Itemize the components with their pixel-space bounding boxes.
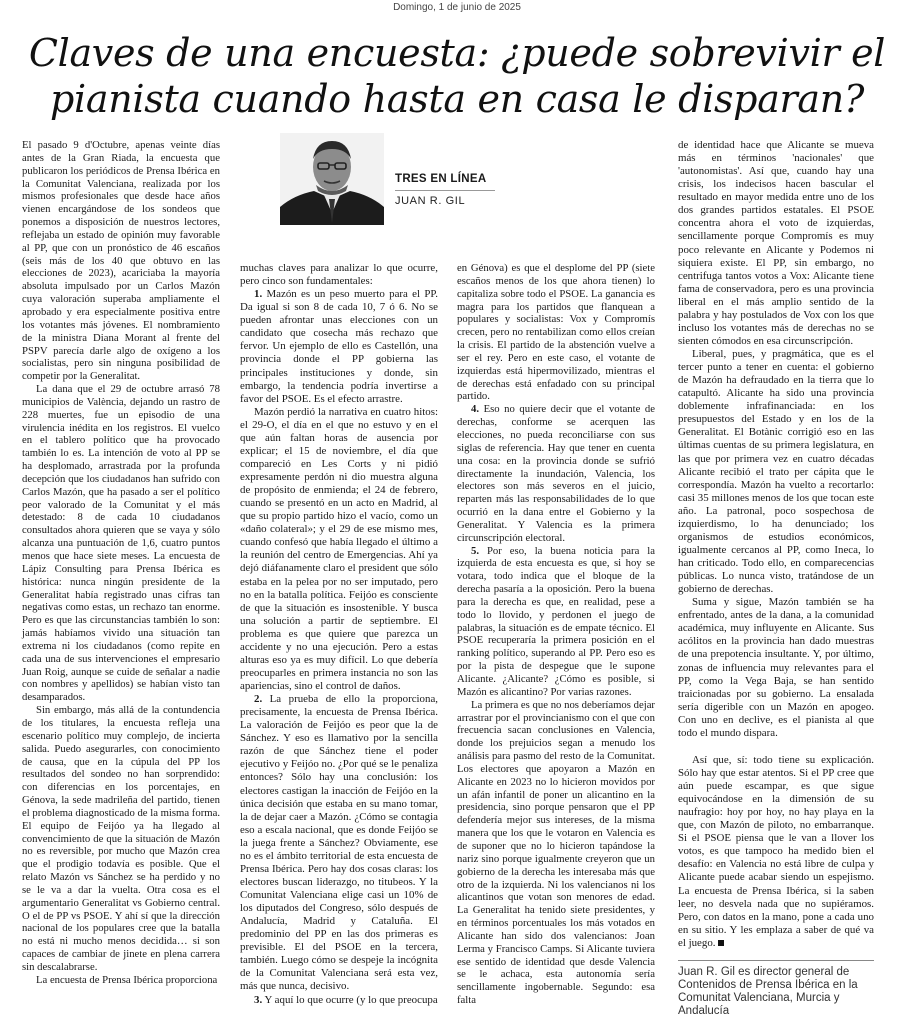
paragraph: [678, 754, 874, 950]
paragraph: 3. Y aquí lo que ocurre (y lo que preocupa: [254, 993, 438, 1006]
paragraph: 5. Por eso, la buena noticia para la izquierda de esta encuesta es que, si hoy se votara, todo indica que el bloque de la derecha pasaría a la oposición. Pero la buena para la derecha es que, en realidad, pese a todo lo llovido, y perdonen el juego de palabras, la situación es de empate técnico. El PSOE recuperaría la primera posición en el ranking político, superando al PP. Pero eso es por la pista de despegue que le supone Alicante. ¿Alicante? ¿Cómo es posible, si Mazón es alicantino? Por varias razones.: [457, 544, 655, 698]
paragraph: 2. La prueba de ello la proporciona, precisamente, la encuesta de Prensa Ibérica. La valoración de Feijóo es peor que la de Sánchez. Y eso es llamativo por la sencilla razón de que Sánchez tiene el poder ejecutivo y Feijóo no. ¿Por qué se le penaliza entonces? Sólo hay una conclusión: los electores castigan la inacción de Feijóo en la única decisión que estaba en su mano tomar, la de dejar caer a Mazón. ¿Cómo se contagia eso a escala nacional, que es donde Feijóo se la juega frente a Sánchez? Obviamente, ese no es el ámbito territorial de esta encuesta de Prensa Ibérica. Pero hay dos cosas claras: los electores buscan liderazgo, no titubeos. Y la Comunitat Valenciana elige casi un 10% de los diputados del Congreso, sólo después de Andalucía, Madrid y Cataluña. El predominio del PP en las dos primeras es previsible. El del PSOE en la tercera, también. Luego cómo se despeje la incógnita de la Comunitat Valenciana será esta vez, más que nunca, decisivo.: [240, 693, 438, 993]
paragraph: en Génova) es que el desplome del PP (siete escaños menos de los que ahora tienen) lo capitaliza sobre todo el PSOE. La ganancia es magra para los partidos que flanquean a populares y socialistas: Vox y Compromís crecen, pero no rentabilizan como ellos creían la crisis. El partido de la abstención vuelve a ser el rey. Pero en este caso, el votante de izquierdas está hipermovilizado, mientras el de derechas está enfadado con su principal partido.: [457, 262, 655, 403]
author-bio: Juan R. Gil es director general de Contenidos de Prensa Ibérica en la Comunitat Valenciana, Murcia y Andalucía: [678, 966, 858, 1017]
paragraph: Liberal, pues, y pragmática, que es el tercer punto a tener en cuenta: el gobierno de Mazón ha defraudado en la tierra que lo catapultó. Alicante ha sido una provincia doblemente infrafinanciada: en los presupuestos del Estado y en los de la Generalitat. El Botànic corrigió eso en las últimas cuentas de su primera legislatura, en las que por primera vez en cuatro décadas Alicante recibió el trato per cápita que le correspondía. Mazón ha vuelto a recortarlo: casi 35 millones menos de los que tocan este año. La patronal, poco sospechosa de izquierdismo, lo ha denunciado; los organismos de estudios económicos, igualmente cercanos al PP, como Ineca, lo han criticado. Todo ello, en comparecencias públicas. Lo nunca visto, tratándose de un gobierno de derechas.: [678, 348, 874, 596]
paragraph: Mazón perdió la narrativa en cuatro hitos: el 29-O, el día en el que no estuvo y en el que aún faltan horas de ausencia por explicar; el 15 de noviembre, el día que compareció en Les Corts y ni pidió expresamente perdón ni dio muestra alguna de propósito de enmienda; el 24 de febrero, cuando se presentó en un acto en Madrid, al que su propio partido hizo el vacío, como un «daño colateral»; y el 29 de ese mismo mes, cuando confesó que había llegado el último a la reunión del centro de Emergencias. Ahí ya dejó diáfanamente claro el president que sólo estaba en la pelea por no ser imputado, pero no en la batalla política. Feijóo es consciente de que la situación es insostenible. Y busca una solución a partir de septiembre. El problema es que quiere que parezca un accidente y no una ejecución. Pero a estas alturas eso ya es muy difícil. Lo que debería preocuparles en primera instancia no son las apariencias, sino el control de daños.: [240, 405, 438, 692]
article-column-1: [22, 139, 220, 987]
paragraph: La dana que el 29 de octubre arrasó 78 municipios de València, dejando un rastro de 228 muertes, fue un episodio de una virulencia inédita en los registros. El vuelco en el tablero político que ha provocado también lo es. La intención de voto al PP se ha desplomado, arrastrada por la profunda decepción que los ciudadanos han sufrido con Carlos Mazón, que ha pasado a ser el político peor valorado de la Comunitat y el más detestado: 8 de cada 10 ciudadanos consultados ahora quieren que se vaya y sólo alcanza una puntuación de 1,6, cuatro puntos menos que hace siete meses. La encuesta de Lápiz Consulting para Prensa Ibérica es histórica: nunca ningún presidente de la Generalitat había registrado unas cifras tan negativas como estas, un rechazo tan enorme. Pero es que las circunstancias también lo son: jamás habíamos vivido una situación tan extrema ni los ciudadanos (como repite en cada una de sus intervenciones el empresario Juan Roig, aunque se cuide de señalar a nadie con nombres y apellidos) se habían visto tan desamparados.: [22, 383, 220, 704]
column-header: [274, 133, 598, 228]
paragraph: Sin embargo, más allá de la contundencia de los titulares, la encuesta refleja una escenario político muy complejo, de incierta salida. Puedo asegurarles, con conocimiento de causa, que en la cúpula del PP los resultados del sondeo no han sorprendido: con diferencias en los porcentajes, en Génova, la sede madrileña del partido, tienen el problema diagnosticado de la misma forma. El equipo de Feijóo ya ha llegado al convencimiento de que la situación de Mazón no es reversible, por mucho que Mazón crea que el prodigio todavía es posible. Que el relato Mazón vs Sánchez se ha perdido y no se le va a dar la vuelta. Otra cosa es el argumentario Generalitat vs Gobierno central. O el de PP vs PSOE. Y ahí sí que la dirección nacional de los populares cree que la batalla no está ni mucho menos decidida… si son capaces de cambiar de jinete en plena carrera sin descalabrarse.: [22, 704, 220, 973]
column-label: TRES EN LÍNEA: [395, 173, 487, 185]
bio-rule: [678, 960, 874, 961]
paragraph: 1. Mazón es un peso muerto para el PP. Da igual si son 8 de cada 10, 7 ó 6. No se pueden afrontar unas elecciones con un candidato que cosecha más rechazo que fervor. Un ejemplo de ello es Castellón, una provincia donde el PP gobierna las principales instituciones y donde, sin embargo, la tendencia podría invertirse a favor del PSOE. Es el efecto arrastre.: [240, 288, 438, 405]
column-rule: [395, 190, 495, 191]
paragraph: muchas claves para analizar lo que ocurre, pero cinco son fundamentales:: [240, 262, 438, 288]
dateline: Domingo, 1 de junio de 2025: [393, 2, 521, 13]
paragraph: La primera es que no nos deberíamos dejar arrastrar por el provincianismo con el que con frecuencia sacan conclusiones en Valencia, donde los prejuicios segan a menudo los análisis para pasmo del resto de la Comunitat. Los electores que apoyaron a Mazón en Alicante en 2023 no lo hicieron movidos por un afán infantil de poner un alicantino en la presidencia, sino porque pensaron que el PP defendería mejor sus intereses, de la misma manera que los que le votaron en Valencia es de suponer que no lo hicieron tapándose la nariz sino porque igualmente creyeron que un gobierno de la derecha les interesaba más que otro de la izquierda. Ni los valencianos ni los alicantinos que votan son menores de edad. La Generalitat ha tenido siete presidentes, y en términos porcentuales los más votados en Alicante han sido dos valencianos: Joan Lerma y Francisco Camps. Si Alicante tuviera ese sentido de identidad que desde Valencia se le achaca, esta autonomía sería sencillamente ingobernable. Segundo: esa falta: [457, 698, 655, 1007]
headline: Claves de una encuesta: ¿puede sobrevivir el pianista cuando hasta en casa le disparan?: [28, 31, 886, 121]
end-mark-icon: [718, 940, 724, 946]
article-column-3: [457, 262, 655, 1007]
closing-paragraph-text: Así que, sí: todo tiene su explicación. Sólo hay que estar atentos. Si el PP cree que aún puede escampar, es que sigue equivocándose en la dimensión de su naufragio: hoy por hoy, no hay playa en la que, con Mazón de piloto, no embarranque. Si el PSOE piensa que le van a llover los votos, es que tampoco ha medido bien el desafío: en Valencia no está libre de culpa y Alicante puede acabar siendo un espejismo. La encuesta de Prensa Ibérica, si la saben leer, no desvela nada que no supiéramos. Pero, con datos en la mano, pone a cada uno en su sitio. Y les emplaza a saber de qué va el juego.: [678, 753, 874, 949]
paragraph: de identidad hace que Alicante se mueva más en términos 'nacionales' que 'autonomistas'. Así que, cuando hay una crisis, los indecisos hacen bascular el resultado en mayor medida entre uno de los dos grandes partidos estatales. El PSOE concentra ahora el voto de izquierdas, sencillamente porque Compromís es muy poco relevante en Alicante y Podemos ni siquiera existe. El PP, sin embargo, no centrifuga tantos votos a Vox: Alicante tiene fama de conservadora, pero es una provincia liberal en el más amplio sentido de la palabra y hay postulados de Vox con los que incluso los votantes más de derechas no se sienten cómodos en esa circunscripción.: [678, 139, 874, 347]
paragraph: Suma y sigue, Mazón también se ha enfrentado, antes de la dana, a la comunidad académica, muy influyente en Alicante. Sus acólitos en la provincia han dado muestras de una prepotencia insultante. Y, por último, zonas de influencia muy relevantes para el PP, como la Vega Baja, se han sentido traicionadas por su gobierno. La ensalada sería digerible con un Mazón en apogeo. Con uno en declive, es el pianista al que todo el mundo dispara.: [678, 596, 874, 739]
paragraph: 4. Eso no quiere decir que el votante de derechas, conforme se acerquen las elecciones, no pueda reconciliarse con sus siglas de referencia. Hay que tener en cuenta una cosa: en la provincia donde se sufrió directamente la inundación, Valencia, los electores son más severos en el juicio, reparten más las responsabilidades de lo que ocurrió en la dana entre el Gobierno y la Generalitat. Y Valencia es la primera circunscripción electoral.: [457, 403, 655, 544]
article-column-2: [240, 262, 438, 1007]
author-name: JUAN R. GIL: [395, 195, 466, 207]
author-photo: [280, 133, 384, 225]
paragraph: La encuesta de Prensa Ibérica proporciona: [36, 973, 218, 986]
paragraph: El pasado 9 d'Octubre, apenas veinte días antes de la Gran Riada, la encuesta que publicaron los periódicos de Prensa Ibérica en la Comunitat Valenciana, realizada por los mismos profesionales que desde hace años vienen encargándose de los sondeos que ponemos a disposición de nuestros lectores, reflejaba un estado de opinión muy favorable al PP, que con un pronóstico de 46 escaños (seis más de los 40 que obtuvo en las elecciones de 2023), acariciaba la mayoría absoluta impulsado por un Carlos Mazón cuya valoración superaba ampliamente el aprobado y era especialmente positiva entre los votantes más jóvenes. El nombramiento de la ministra Diana Morant al frente del PSPV parecía darle algo de oxígeno a los socialistas, pero sin ninguna posibilidad de competir por la Generalitat.: [22, 139, 220, 383]
article-column-4: [678, 139, 874, 950]
